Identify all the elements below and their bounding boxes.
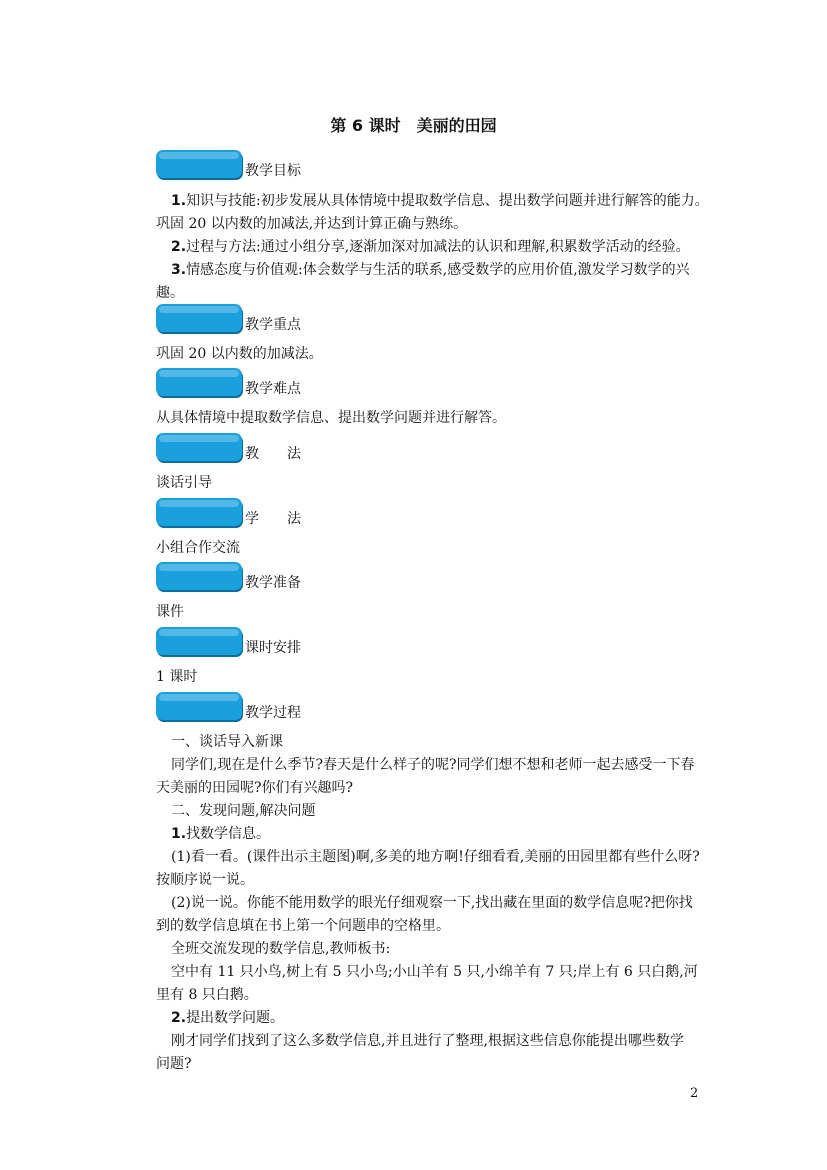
section-header-schedule — [156, 627, 456, 659]
section-header-prep — [156, 562, 456, 594]
section-header-key — [156, 304, 456, 336]
teach-method-text: 谈话引导 — [156, 475, 212, 491]
section-pill — [156, 368, 242, 396]
process-line: 空中有 11 只小鸟,树上有 5 只小鸟;小山羊有 5 只,小绵羊有 7 只;岸上有 6 只白鹅,河 — [171, 964, 698, 980]
section-pill — [156, 150, 242, 178]
prep-text: 课件 — [156, 604, 184, 620]
section-label: 教学准备 — [245, 575, 301, 591]
section-label: 教学目标 — [245, 163, 301, 179]
goal-line-1b: 巩固 20 以内数的加减法,并达到计算正确与熟练。 — [156, 216, 468, 232]
goal-line-3: 3.情感态度与价值观:体会数学与生活的联系,感受数学的应用价值,激发学习数学的兴 — [171, 262, 690, 278]
section-pill — [156, 692, 242, 720]
key-text: 巩固 20 以内数的加减法。 — [156, 346, 323, 362]
section-label: 教学难点 — [245, 381, 301, 397]
goal-line-3b: 趣。 — [156, 285, 184, 301]
process-line: 里有 8 只白鹅。 — [156, 987, 258, 1003]
process-heading-1: 一、谈话导入新课 — [171, 734, 283, 750]
process-line: 全班交流发现的数学信息,教师板书: — [171, 941, 391, 957]
goal-line-2: 2.过程与方法:通过小组分享,逐渐加深对加减法的认识和理解,积累数学活动的经验。 — [171, 239, 690, 255]
learn-method-text: 小组合作交流 — [156, 540, 240, 556]
process-line: (2)说一说。你能不能用数学的眼光仔细观察一下,找出藏在里面的数学信息呢?把你找 — [171, 895, 693, 911]
process-line: 刚才同学们找到了这么多数学信息,并且进行了整理,根据这些信息你能提出哪些数学 — [171, 1033, 684, 1049]
process-line: 同学们,现在是什么季节?春天是什么样子的呢?同学们想不想和老师一起去感受一下春 — [171, 757, 695, 773]
section-header-process — [156, 692, 456, 724]
difficulty-text: 从具体情境中提取数学信息、提出数学问题并进行解答。 — [156, 410, 506, 426]
section-header-difficulty — [156, 368, 456, 400]
section-header-teach-method — [156, 433, 456, 465]
section-header-learn-method — [156, 498, 456, 530]
section-pill — [156, 562, 242, 590]
process-line: 问题? — [156, 1056, 192, 1072]
page-number: 2 — [690, 1086, 699, 1101]
process-step-2: 2.提出数学问题。 — [171, 1010, 285, 1026]
process-line: (1)看一看。(课件出示主题图)啊,多美的地方啊!仔细看看,美丽的田园里都有些什么呀? — [171, 849, 700, 865]
section-label: 教 法 — [245, 446, 301, 462]
section-pill — [156, 433, 242, 461]
section-pill — [156, 627, 242, 655]
process-line: 到的数学信息填在书上第一个问题串的空格里。 — [156, 918, 450, 934]
section-header-goals — [156, 150, 456, 182]
section-label: 学 法 — [245, 511, 301, 527]
section-label: 教学重点 — [245, 317, 301, 333]
goal-line-1: 1.知识与技能:初步发展从具体情境中提取数学信息、提出数学问题并进行解答的能力。 — [171, 193, 709, 209]
section-label: 教学过程 — [245, 705, 301, 721]
page-title: 第 6 课时 美丽的田园 — [330, 116, 497, 135]
process-line: 按顺序说一说。 — [156, 872, 254, 888]
section-label: 课时安排 — [245, 640, 301, 656]
schedule-text: 1 课时 — [156, 669, 198, 685]
process-line: 天美丽的田园呢?你们有兴趣吗? — [156, 780, 354, 796]
process-heading-2: 二、发现问题,解决问题 — [171, 803, 316, 819]
process-step-1: 1.找数学信息。 — [171, 826, 271, 842]
section-pill — [156, 304, 242, 332]
section-pill — [156, 498, 242, 526]
